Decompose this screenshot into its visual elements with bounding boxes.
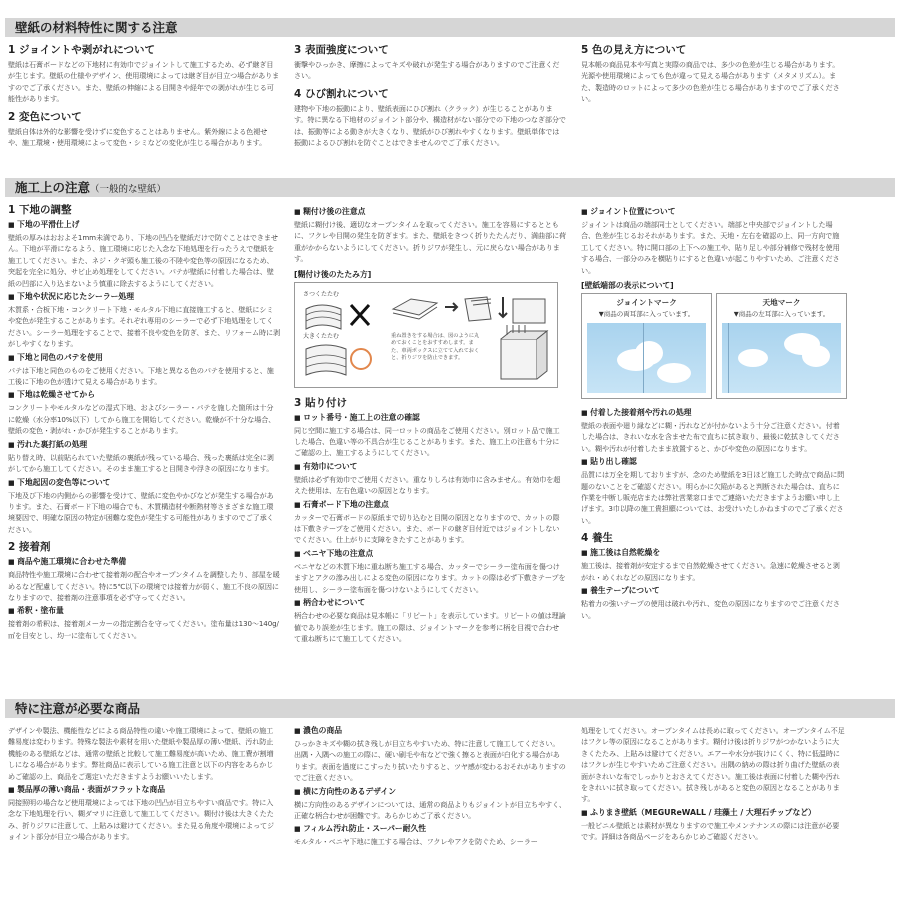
- subheading: ■ 汚れた裏打紙の処理: [8, 439, 280, 451]
- s1-col-3: [581, 44, 843, 105]
- paragraph: 処理をしてください。オープンタイムは長めに取ってください。オープンタイム不足はフクレ等の原因になることがあります。糊付け後は折りジワがつかないように大きくたたみ、上貼みは避けてください。エアーや水分が抜けにくく、特に低温時にはフクレが生じやすいためご注意ください。出隅の納めの際は折り曲げた壁紙の表面がきれいな布でしっかりとおさえてください。施工後は表面に付着した糊や汚れをきれいに拭き取ってください。拭き残しがあると変色の原因となることがあります。: [581, 726, 845, 804]
- paragraph: 同じ空間に施工する場合は、同一ロットの商品をご使用ください。別ロット品で施工した場合、色違い等の不具合が生じることがあります。また、施工上の注意も十分にご確認の上、施工するようにしてください。: [294, 425, 560, 458]
- paragraph: モルタル・ベニヤ下地に施工する場合は、フクレやアクを防ぐため、シーラー: [294, 837, 538, 847]
- joint-mark-title: ジョイントマーク: [616, 298, 677, 308]
- s1-col-1: [8, 44, 280, 148]
- paragraph: 施工後は、接着剤が安定するまで自然乾燥させてください。急速に乾燥させると剥がれ・めくれなどの原因になります。: [581, 561, 840, 582]
- subheading: ■ ロット番号・施工上の注意の確認: [294, 412, 566, 424]
- paragraph: コンクリートやモルタルなどの湿式下地、およびシーラー・パテを施した箇所は十分に乾燥（水分率10%以下）してから施工を開始してください。乾燥が不十分な場合、壁紙の変色・剥がれ・かびが発生することがあります。: [8, 403, 276, 436]
- fig-label-large: 大きくたたむ: [303, 332, 340, 340]
- paragraph: 接着剤の希釈は、接着剤メーカーの指定割合を守ってください。塗布量は130～140g/㎡を目安とし、均一に塗布してください。: [8, 619, 279, 640]
- section-header-special: 特に注意が必要な商品: [5, 699, 895, 718]
- subheading: ■ 横に方向性のあるデザイン: [294, 786, 566, 798]
- paragraph: 壁紙は必ず有効巾でご使用ください。重なりしろは有効巾に含みません。有効巾を超えた使用は、左右色違いの原因となります。: [294, 474, 561, 496]
- subheading: ■ 下地や状況に応じたシーラー処理: [8, 291, 280, 303]
- subheading: ■ ジョイント位置について: [581, 206, 845, 218]
- paragraph: 下地及び下地の内側からの影響を受けて、壁紙に変色やかびなどが発生する場合があります。また、石膏ボード下地の場合でも、木質構造材や断熱材等さまざまな施工環境要因で、明確な原因の特定が困難な変色が発生する可能性がありますのでご了承ください。: [8, 490, 274, 534]
- subheading: ■ 下地は乾燥させてから: [8, 389, 280, 401]
- heading: 2 変色について: [8, 110, 82, 123]
- joint-mark-sub: ▼商品の両耳部に入っています。: [598, 310, 695, 319]
- heading: 2 接着剤: [8, 541, 51, 554]
- sky-swatch: [722, 323, 841, 393]
- subheading: ■ 下地起因の変色等について: [8, 477, 280, 489]
- paragraph: 貼り替え時、以前貼られていた壁紙の裏紙が残っている場合、残った裏紙は完全に剥がしてから施工してください。そのまま施工すると目開きや浮きの原因になります。: [8, 452, 274, 474]
- heading: 1 下地の調整: [8, 204, 72, 216]
- heading: 5 色の見え方について: [581, 44, 687, 56]
- s2-col-1: [8, 204, 280, 641]
- subheading: ■ 商品や施工環境に合わせた準備: [8, 556, 280, 568]
- subheading: ■ 柄合わせについて: [294, 597, 566, 609]
- paragraph: 壁紙の厚みはおおよそ1mm未満であり、下地の凹凸を壁紙だけで防ぐことはできません。下地が平滑になるよう、施工環境に応じた入念な下地処理を行ったうえで壁紙を施工してください。また、ネジ・クギ頭も施工後の不陸や変色等の原因になるため、突起を完全に処分、サビ止め処理をしてください。パテが壁紙に付着した場合は、壁紙の凹部に入り込まないよう慎重に除去するようにしてください。: [8, 233, 278, 288]
- heading: 3 貼り付け: [294, 396, 347, 409]
- paragraph: デザインや製法、機能性などによる商品特性の違いや施工環境によって、壁紙の施工難易度は変わります。特殊な製法や素材を用いた壁紙や製品厚の薄い壁紙、汚れ防止機能のある壁紙などは、通常の壁紙と比較して施工難易度が高いため、施工費が割増しになる場合があります。弊社商品に表示している施工注意と以下の内容をあらかじめご確認の上、商品をご選定いただきますようお願いいたします。: [8, 726, 274, 781]
- subheading: ■ フィルム汚れ防止・スーパー耐久性: [294, 823, 566, 835]
- subheading: ■ ベニヤ下地の注意点: [294, 548, 566, 560]
- joint-mark-panel: [581, 293, 712, 399]
- s2-col-2: [294, 204, 566, 644]
- heading: 4 ひび割れについて: [294, 87, 389, 100]
- paragraph: 品質には万全を期しておりますが、念のため壁紙を3日ほど施工した時点で商品に問題のないことをご確認ください。明らかに欠陥があると判断された場合は、直ちに作業を中断し販売店または弊社営業窓口までご連絡いただきますようお願い申し上げます。3巾以降の施工貴担願については、お受けいたしかねますのでご了承ください。: [581, 470, 845, 525]
- subheading: ■ 貼り出し確認: [581, 456, 845, 468]
- subheading: ■ 有効巾について: [294, 461, 566, 473]
- section-header-material: 壁紙の材料特性に関する注意: [5, 18, 895, 37]
- s1-col-2: [294, 44, 566, 148]
- edge-marks-figure: [581, 293, 845, 399]
- s3-col-1: [8, 725, 280, 843]
- sky-swatch: [587, 323, 706, 393]
- paragraph: 壁紙の表面や廻り縁などに糊・汚れなどが付かないよう十分ご注意ください。付着した場合は、きれいな水を含ませた布で直ちに拭き取り、最後に乾拭きしてください。糊や汚れが付着したまま放置すると、かびや変色の原因になります。: [581, 421, 840, 453]
- folding-figure: [294, 282, 558, 388]
- subheading: ■ 希釈・塗布量: [8, 605, 280, 617]
- paragraph: 壁紙に糊付け後、適切なオープンタイムを取ってください。施工を容易にするとともに、フクレや目開の発生を防ぎます。また、壁紙をきつく折りたたんだり、満曲部に荷重がかからないようにしてください。折りジワが発生し、元に戻らない場合があります。: [294, 220, 566, 264]
- paragraph: ひっかきキズや糊の拭き残しが目立ちやすいため、特に注意して施工してください。出隅・入隅への施工の際に、硬い刷毛や布などで強く擦ると表面が白化する場合があります。表面を過度にこすったり拭いたりすると、ツヤ感が変わるおそれがありますのでご注意ください。: [294, 739, 566, 783]
- tenchi-mark-title: 天地マーク: [762, 298, 801, 308]
- s2-col-3: [581, 204, 845, 621]
- paragraph: 見本帳の商品見本や写真と実際の商品では、多少の色差が生じる場合があります。光源や使用環境によっても色が違って見える場合があります（メタメリズム）。また、製造時のロットによって多少の色差が生じる場合がありますのでご了承ください。: [581, 60, 840, 104]
- heading: 3 表面強度について: [294, 44, 389, 56]
- paragraph: 壁紙は石膏ボードなどの下地材に有効巾でジョイントして施工するため、必ず継ぎ目が生じます。壁紙の仕様やデザイン、使用環境によっては継ぎ目が目立つ場合がありますのでご了承ください。また、壁紙の伸縮による目開きや経年での剥がれが生じる可能性があります。: [8, 60, 280, 104]
- paragraph: 一般ビニル壁紙とは素材が異なりますので施工やメンテナンスの際には注意が必要です。詳細は各商品ページをあらかじめご確認ください。: [581, 820, 840, 842]
- paragraph: 衝撃やひっかき、摩擦によってキズや破れが発生する場合がありますのでご注意ください。: [294, 60, 560, 81]
- paragraph: 横に方向性のあるデザインについては、通常の商品よりもジョイントが目立ちやすく、正確な柄合わせが困難です。あらかじめご了承ください。: [294, 799, 566, 821]
- tenchi-mark-panel: [716, 293, 847, 399]
- figure-note: 重ね置きをする場合は、図のように丸めておくことをおすすめします。また、車両ボックスに立てて入れておくと、折りジワを防止できます。: [391, 332, 480, 362]
- figure-label: [糊付け後のたたみ方]: [294, 269, 372, 279]
- heading: 4 養生: [581, 532, 613, 545]
- section-header-construction: 施工上の注意（一般的な壁紙）: [5, 178, 895, 197]
- paragraph: 同接照明の場合など使用環境によっては下地の凹凸が目立ちやすい商品です。特に入念な下地処理を行い、糊ダマリに注意して施工してください。糊付け後は大きくたたみ、折りジワに注意して、上貼みは避けてください。また見る角度や環境によってジョイント部分が目立つ場合があります。: [8, 798, 275, 842]
- paragraph: 壁紙自体は外的な影響を受けずに変色することはありません。紫外線による色褪せや、施工環境・使用環境によって変色・シミなどの変化が生じる場合があります。: [8, 126, 268, 148]
- heading: 1 ジョイントや剥がれについて: [8, 44, 156, 56]
- tenchi-mark-sub: ▼商品の左耳部に入っています。: [733, 310, 830, 319]
- subheading: ■ 養生テープについて: [581, 585, 845, 597]
- box-icon: [491, 325, 551, 383]
- paragraph: 商品特性や施工環境に合わせて接着剤の配合やオープンタイムを調整したり、部屋を暖めるなど配慮してください。特に5℃以下の環境では接着力が弱く、施工不良の原因になりますので、接着剤の注意事項を必ず守ってください。: [8, 570, 280, 602]
- figure-label: [壁紙端部の表示について]: [581, 281, 674, 291]
- subheading: ■ 下地の平滑仕上げ: [8, 219, 280, 231]
- paragraph: 粘着力の強いテープの使用は破れや汚れ、変色の原因になりますのでご注意ください。: [581, 599, 840, 620]
- paragraph: カッターで石膏ボードの原紙まで切り込むと目開の原因となりますので、カットの際は下敷きテープをご使用ください。また、ボードの継ぎ目付近ではジョイントしないでください。仕上がりに支障をきたすことがあります。: [294, 512, 560, 545]
- paragraph: ベニヤなどの木質下地に重ね断ち施工する場合、カッターでシーラー塗布面を傷つけますとアクの滲み出しによる変色の原因になります。カットの際は必ず下敷きテープを使用し、シーラー塗布面を傷つけないようにしてください。: [294, 561, 566, 594]
- paragraph: 木質系・合板下地・コンクリート下地・モルタル下地に直接施工すると、壁紙にシミや変色が発生することがあります。それぞれ専用のシーラーで必ず下地処理をしてください。シーラー処理をすることで、接着不良や変色を防ぎ、また、リフォーム時に剥がしやすくなります。: [8, 305, 280, 349]
- s3-col-2: [294, 725, 566, 848]
- paragraph: 柄合わせの必要な商品は見本帳に「リピート」を表示しています。リピートの値は理論値であり誤差が生じます。施工の際は、ジョイントマークを参考に柄を目視で合わせて重ね断ちにて施工してください。: [294, 611, 566, 643]
- stacking-diagram: [391, 289, 551, 329]
- subheading: ■ 石膏ボード下地の注意点: [294, 499, 566, 511]
- fig-label-quick: さつくたたむ: [303, 290, 340, 298]
- subheading: ■ 製品厚の薄い商品・表面がフラットな商品: [8, 784, 280, 796]
- paragraph: 建物や下地の振動により、壁紙表面にひび割れ（クラック）が生じることがあります。特に異なる下地材のジョイント部分や、構造材がない部分での下地のつなぎ部分では、振動等による動きが大きくなり、壁紙がひび割れやすくなります。壁紙単体では振動によるひび割れを防ぐことはできませんのでご了承ください。: [294, 103, 566, 148]
- subheading: ■ 下地と同色のパテを使用: [8, 352, 280, 364]
- subheading: ■ 濃色の商品: [294, 725, 566, 737]
- rolled-paper-icon: [301, 339, 381, 383]
- subheading: ■ 付着した接着剤や汚れの処理: [581, 407, 845, 419]
- s3-col-3: [581, 725, 845, 843]
- subheading: ■ 施工後は自然乾燥を: [581, 547, 845, 559]
- subheading: ■ ふりまき壁紙（MEGUReWALL / 珪藻土 / 大理石チップなど）: [581, 807, 845, 819]
- paragraph: パテは下地と同色のものをご使用ください。下地と異なる色のパテを使用すると、施工後に下地の色が透けて見える場合があります。: [8, 365, 274, 387]
- subheading: ■ 糊付け後の注意点: [294, 206, 566, 218]
- paragraph: ジョイントは商品の端部同士としてください。端部と中央部でジョイントした場合、色差が生じるおそれがあります。また、天地・左右を確認の上、同一方向で施工してください。特に開口部の上下への施工や、貼り足しや部分補修で残材を使用する場合、一部分のみを横貼りにすると色違いが起こりやすいため、ご注意ください。: [581, 220, 840, 275]
